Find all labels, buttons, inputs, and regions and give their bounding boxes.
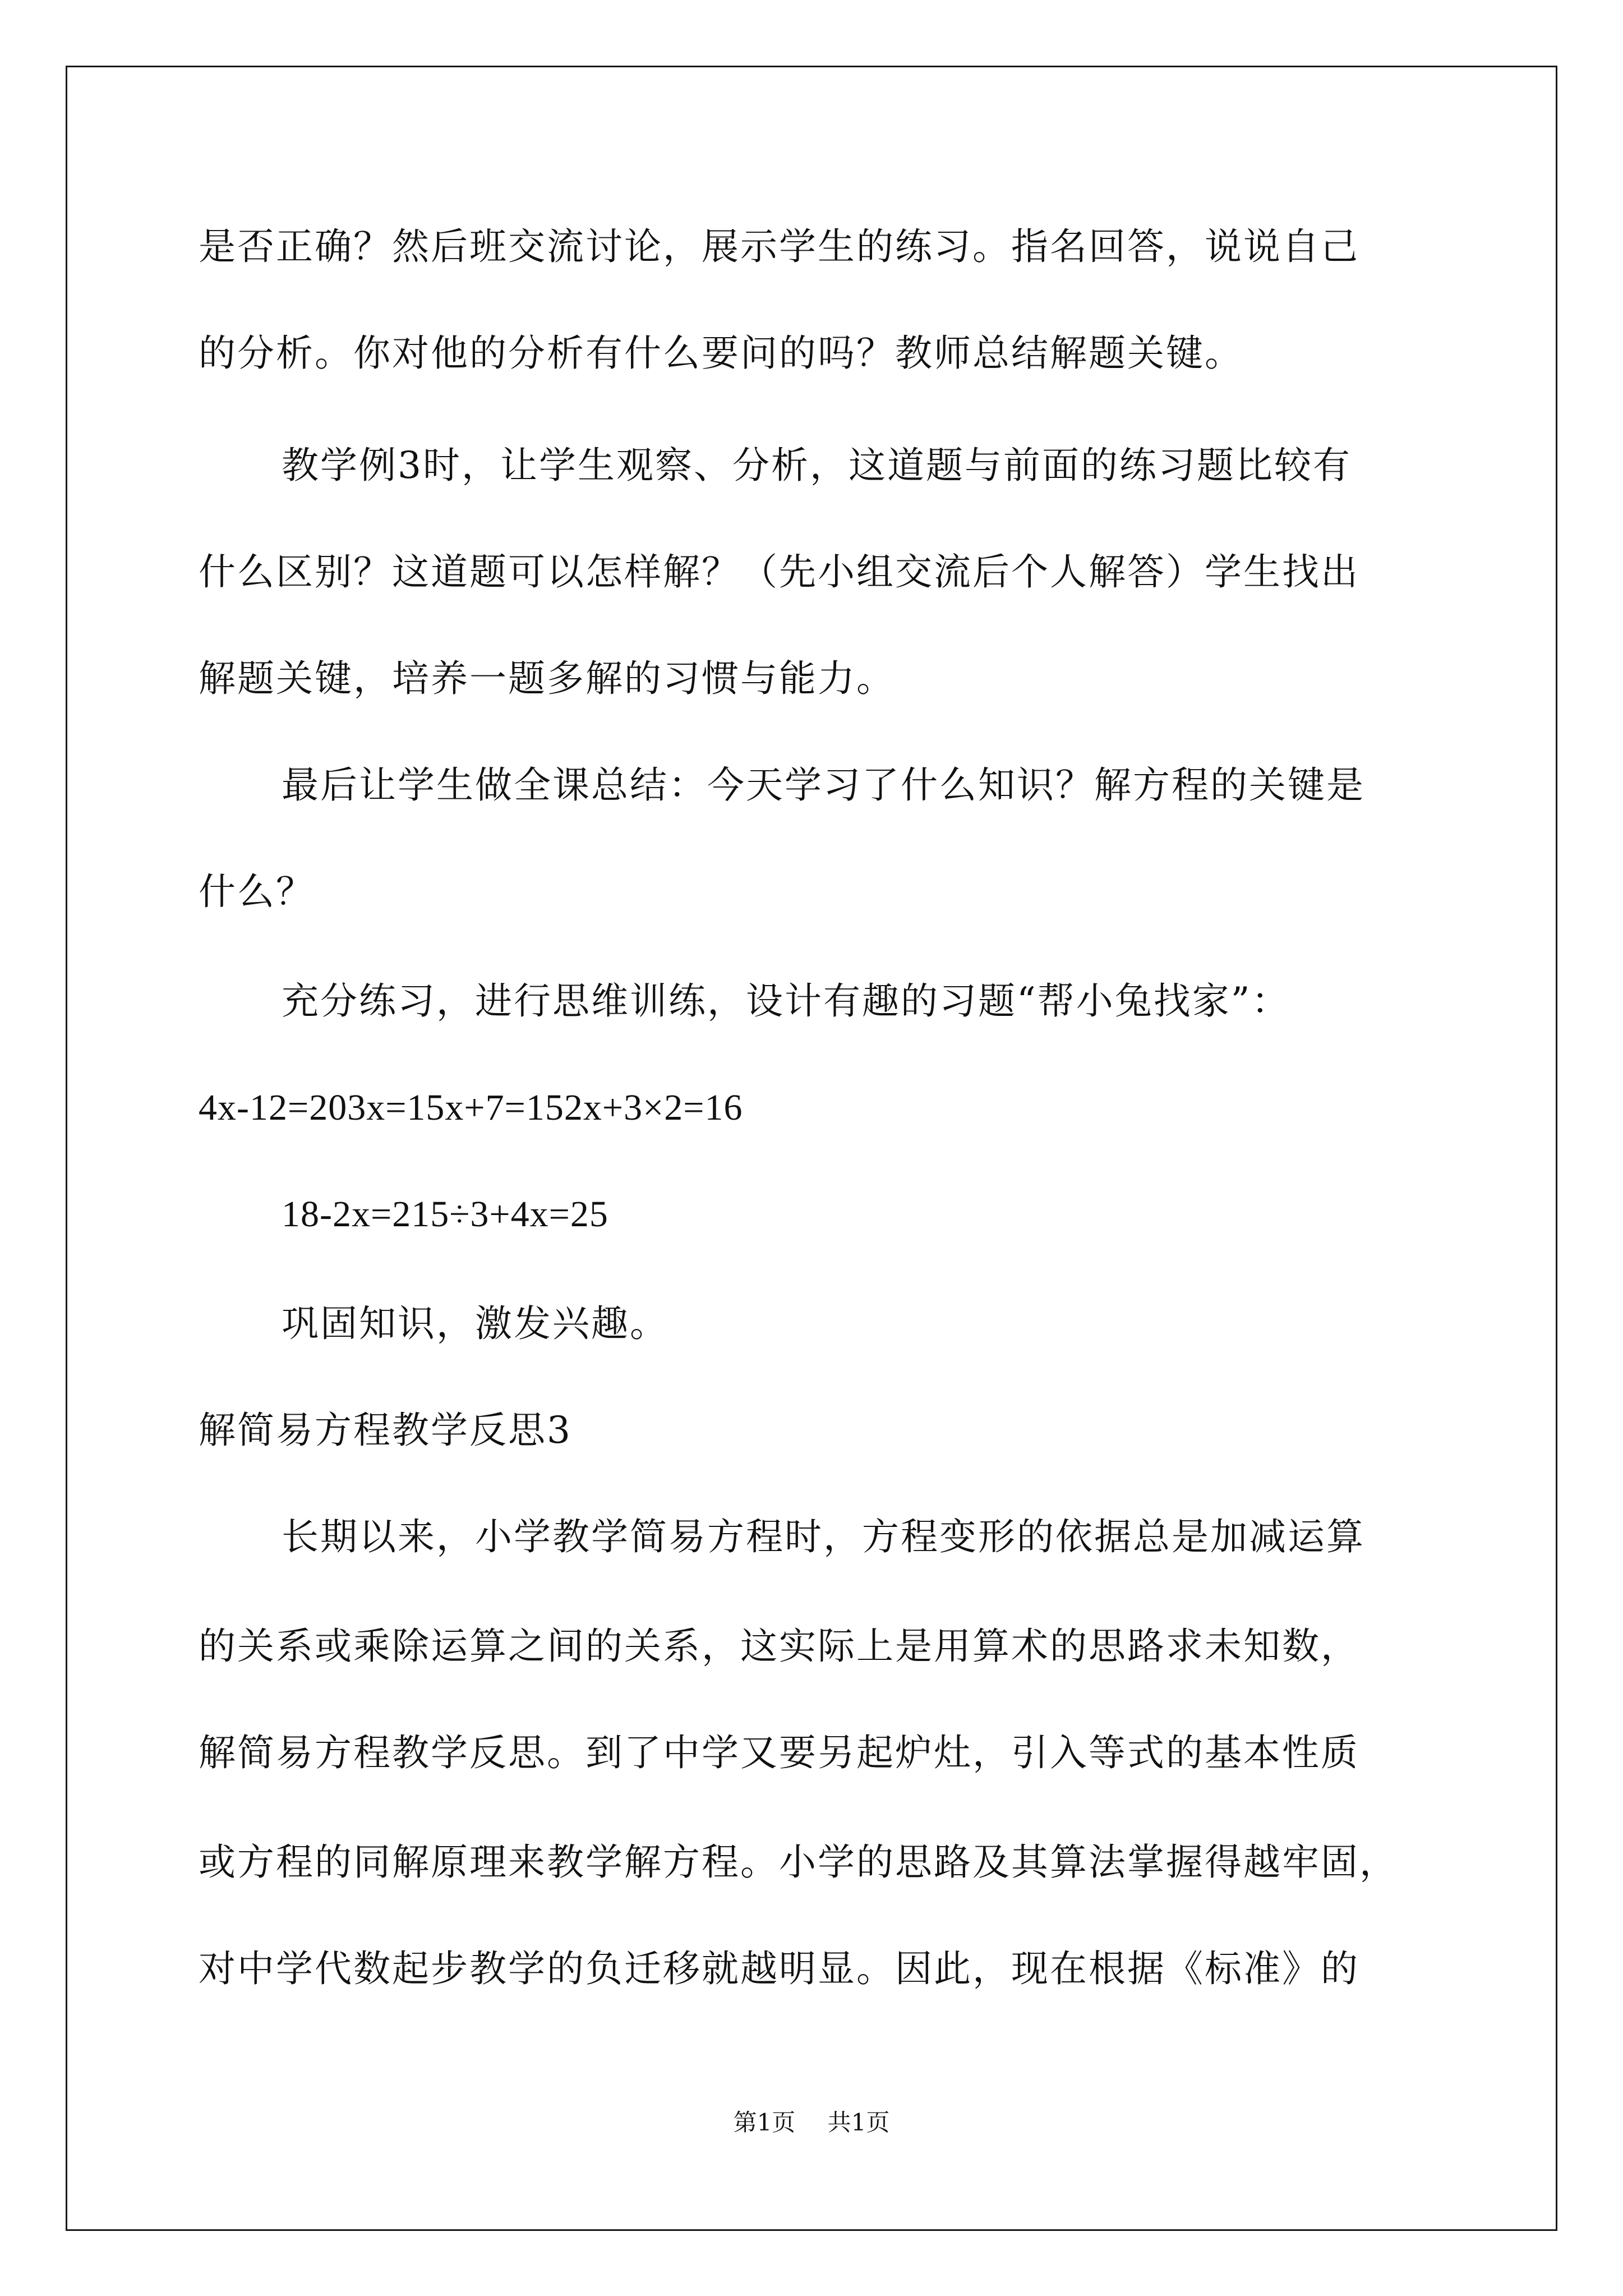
- section-heading: 解简易方程教学反思3: [199, 1409, 572, 1452]
- paragraph-line: 充分练习，进行思维训练，设计有趣的习题“帮小兔找家”：: [282, 979, 1290, 1023]
- paragraph-line: 什么？: [199, 870, 315, 913]
- paragraph-line: 或方程的同解原理来教学解方程。小学的思路及其算法掌握得越牢固，: [199, 1841, 1398, 1884]
- page-border: [66, 66, 1557, 2231]
- paragraph-line: 解简易方程教学反思。到了中学又要另起炉灶，引入等式的基本性质: [199, 1731, 1359, 1774]
- page-footer: [0, 2106, 1623, 2139]
- equation-line: 4x-12=203x=15x+7=152x+3×2=16: [199, 1087, 743, 1128]
- page-number: 第1页: [733, 2109, 796, 2136]
- paragraph-line: 最后让学生做全课总结：今天学习了什么知识？解方程的关键是: [282, 763, 1365, 807]
- paragraph-line: 的关系或乘除运算之间的关系，这实际上是用算术的思路求未知数，: [199, 1625, 1359, 1668]
- page-total: 共1页: [827, 2109, 890, 2136]
- paragraph-line: 长期以来，小学教学简易方程时，方程变形的依据总是加减运算: [282, 1515, 1365, 1558]
- paragraph-line: 什么区别？这道题可以怎样解？（先小组交流后个人解答）学生找出: [199, 550, 1359, 593]
- paragraph-line: 是否正确？然后班交流讨论，展示学生的练习。指名回答，说说自己: [199, 225, 1359, 268]
- equation-line: 18-2x=215÷3+4x=25: [282, 1194, 608, 1235]
- paragraph-line: 解题关键，培养一题多解的习惯与能力。: [199, 657, 895, 700]
- paragraph-line: 巩固知识，激发兴趣。: [282, 1302, 668, 1345]
- paragraph-line: 对中学代数起步教学的负迁移就越明显。因此，现在根据《标准》的: [199, 1947, 1359, 1990]
- paragraph-line: 的分析。你对他的分析有什么要问的吗？教师总结解题关键。: [199, 332, 1243, 375]
- paragraph-line: 教学例3时，让学生观察、分析，这道题与前面的练习题比较有: [282, 444, 1352, 487]
